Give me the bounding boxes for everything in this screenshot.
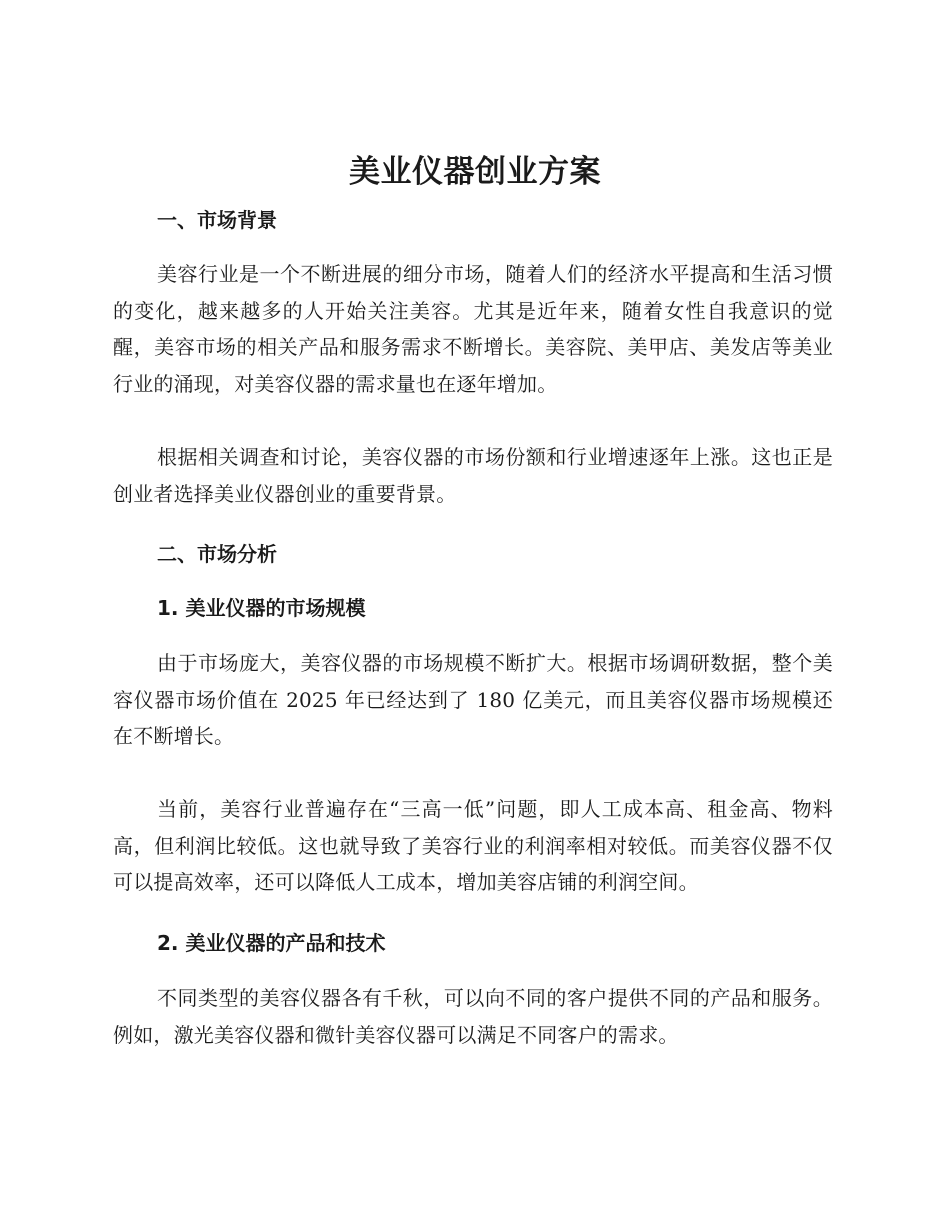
paragraph-market-background-1: 美容行业是一个不断进展的细分市场，随着人们的经济水平提高和生活习惯的变化，越来越多的人开始关注美容。尤其是近年来，随着女性自我意识的觉醒，美容市场的相关产品和服务需求不断增长。美容院、美甲店、美发店等美业行业的涌现，对美容仪器的需求量也在逐年增加。	[113, 262, 833, 396]
paragraph-market-background-2: 根据相关调查和讨论，美容仪器的市场份额和行业增速逐年上涨。这也正是创业者选择美业仪器创业的重要背景。	[113, 445, 833, 506]
subsection-heading-products-tech: 2. 美业仪器的产品和技术	[157, 931, 386, 955]
paragraph-market-scale-1: 由于市场庞大，美容仪器的市场规模不断扩大。根据市场调研数据，整个美容仪器市场价值在 2025 年已经达到了 180 亿美元，而且美容仪器市场规模还在不断增长。	[113, 651, 833, 748]
section-heading-market-background: 一、市场背景	[157, 208, 277, 232]
document-title: 美业仪器创业方案	[349, 154, 601, 190]
subsection-heading-market-scale: 1. 美业仪器的市场规模	[157, 596, 366, 620]
paragraph-products-tech-1: 不同类型的美容仪器各有千秋，可以向不同的客户提供不同的产品和服务。例如，激光美容仪器和微针美容仪器可以满足不同客户的需求。	[113, 986, 833, 1047]
section-heading-market-analysis: 二、市场分析	[157, 542, 277, 566]
paragraph-market-scale-2: 当前，美容行业普遍存在“三高一低”问题，即人工成本高、租金高、物料高，但利润比较低。这也就导致了美容行业的利润率相对较低。而美容仪器不仅可以提高效率，还可以降低人工成本，增加美容店铺的利润空间。	[113, 797, 833, 894]
